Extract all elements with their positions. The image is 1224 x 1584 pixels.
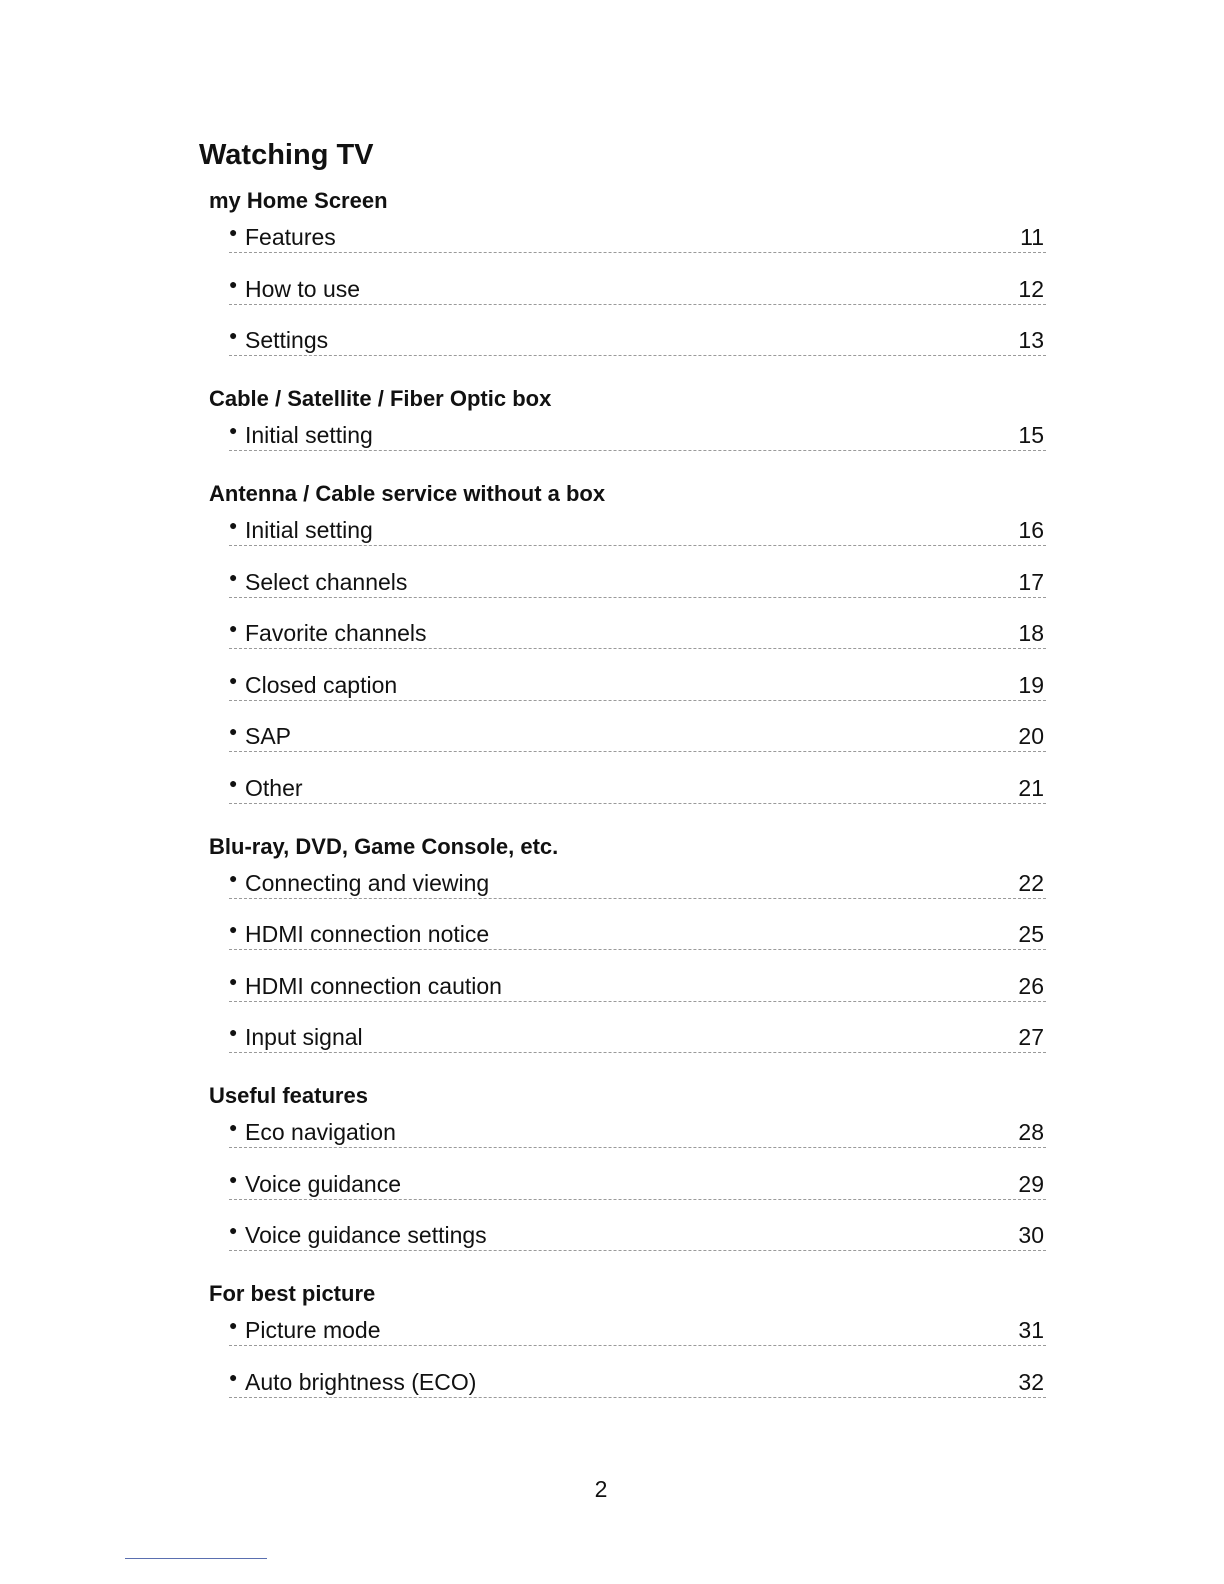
section-title: my Home Screen (209, 188, 388, 213)
toc-entry-page: 11 (1020, 224, 1044, 250)
toc-entry-label: Auto brightness (ECO) (245, 1368, 477, 1395)
toc-entry[interactable] (229, 1363, 1046, 1398)
toc-entry-label: HDMI connection notice (245, 921, 490, 947)
toc-entry-list (209, 864, 1046, 1054)
toc-entry-label: Voice guidance settings (245, 1222, 487, 1248)
section-title: Cable / Satellite / Fiber Optic box (209, 386, 552, 411)
bullet-icon: ● (229, 517, 238, 533)
toc-entry-page: 32 (1018, 1368, 1044, 1395)
toc-entry-page: 18 (1018, 620, 1044, 646)
toc-entry-page: 15 (1018, 422, 1044, 448)
bullet-icon: ● (229, 1222, 238, 1238)
toc-section (209, 1277, 1046, 1398)
toc-entry-list (209, 218, 1046, 356)
bullet-icon: ● (229, 921, 238, 937)
toc-entry-label: Initial setting (245, 517, 373, 543)
bullet-icon: ● (229, 568, 238, 585)
toc-entry-label: Initial setting (245, 422, 373, 448)
toc-entry[interactable] (229, 270, 1046, 305)
toc-entry[interactable] (229, 666, 1046, 701)
toc-entry[interactable] (229, 416, 1046, 451)
toc-entry-label: Input signal (245, 1024, 363, 1050)
bullet-icon: ● (229, 723, 238, 739)
toc-entry-page: 22 (1018, 869, 1044, 896)
toc-entry[interactable] (229, 614, 1046, 649)
toc-entry-page: 31 (1018, 1317, 1044, 1343)
toc-entry[interactable] (229, 915, 1046, 950)
toc-entry-page: 25 (1018, 921, 1044, 947)
table-of-contents (209, 184, 1046, 1424)
bullet-icon: ● (229, 869, 238, 886)
bullet-icon: ● (229, 1024, 238, 1040)
toc-entry-list (209, 1113, 1046, 1251)
toc-entry-label: Settings (245, 327, 329, 353)
toc-entry-page: 26 (1018, 972, 1044, 999)
toc-section (209, 830, 1046, 1054)
toc-section (209, 477, 1046, 804)
bullet-icon: ● (229, 275, 238, 292)
footer-divider (125, 1558, 267, 1559)
chapter-title: Watching TV (199, 139, 374, 171)
toc-entry-page: 16 (1018, 517, 1044, 543)
toc-entry-label: HDMI connection caution (245, 972, 502, 999)
section-title: For best picture (209, 1281, 376, 1306)
bullet-icon: ● (229, 422, 238, 438)
bullet-icon: ● (229, 671, 238, 688)
toc-entry[interactable] (229, 1165, 1046, 1200)
section-title: Antenna / Cable service without a box (209, 481, 606, 506)
toc-entry-label: Connecting and viewing (245, 869, 490, 896)
page-number: 2 (594, 1476, 608, 1502)
bullet-icon: ● (229, 774, 238, 791)
bullet-icon: ● (229, 224, 238, 240)
bullet-icon: ● (229, 1119, 238, 1135)
toc-entry-label: Eco navigation (245, 1119, 396, 1145)
toc-entry-page: 19 (1018, 671, 1044, 698)
toc-entry[interactable] (229, 218, 1046, 253)
section-title: Blu-ray, DVD, Game Console, etc. (209, 833, 559, 859)
toc-entry-label: Features (245, 224, 336, 250)
toc-entry-list (209, 1311, 1046, 1398)
toc-entry[interactable] (229, 717, 1046, 752)
toc-section (209, 1079, 1046, 1251)
toc-entry-label: SAP (245, 723, 292, 749)
toc-entry-page: 29 (1018, 1170, 1044, 1197)
bullet-icon: ● (229, 972, 238, 989)
bullet-icon: ● (229, 1368, 238, 1385)
bullet-icon: ● (229, 1317, 238, 1333)
toc-entry-label: Closed caption (245, 671, 398, 698)
toc-entry-list (209, 416, 1046, 451)
toc-entry[interactable] (229, 1216, 1046, 1251)
toc-entry-page: 28 (1018, 1119, 1044, 1145)
section-title: Useful features (209, 1083, 368, 1108)
toc-entry-label: Voice guidance (245, 1170, 402, 1197)
toc-entry[interactable] (229, 1311, 1046, 1346)
toc-entry-page: 21 (1018, 774, 1044, 801)
toc-entry[interactable] (229, 563, 1046, 598)
bullet-icon: ● (229, 1170, 238, 1187)
toc-entry-label: Select channels (245, 568, 408, 595)
toc-entry-page: 27 (1018, 1024, 1044, 1050)
bullet-icon: ● (229, 327, 238, 343)
toc-entry-label: Picture mode (245, 1317, 381, 1343)
toc-entry[interactable] (229, 769, 1046, 804)
toc-entry-list (209, 511, 1046, 804)
toc-entry[interactable] (229, 1113, 1046, 1148)
toc-entry[interactable] (229, 511, 1046, 546)
toc-entry-page: 13 (1018, 327, 1044, 353)
toc-entry-label: Other (245, 774, 303, 801)
toc-entry-label: How to use (245, 275, 361, 302)
toc-entry-page: 12 (1018, 275, 1044, 302)
bullet-icon: ● (229, 620, 238, 636)
toc-section (209, 382, 1046, 451)
toc-entry-page: 20 (1018, 723, 1044, 749)
toc-entry[interactable] (229, 967, 1046, 1002)
toc-entry-page: 30 (1018, 1222, 1044, 1248)
toc-entry[interactable] (229, 321, 1046, 356)
toc-entry-page: 17 (1018, 568, 1044, 595)
toc-entry[interactable] (229, 1018, 1046, 1053)
toc-entry-label: Favorite channels (245, 620, 427, 646)
toc-section (209, 184, 1046, 356)
toc-entry[interactable] (229, 864, 1046, 899)
